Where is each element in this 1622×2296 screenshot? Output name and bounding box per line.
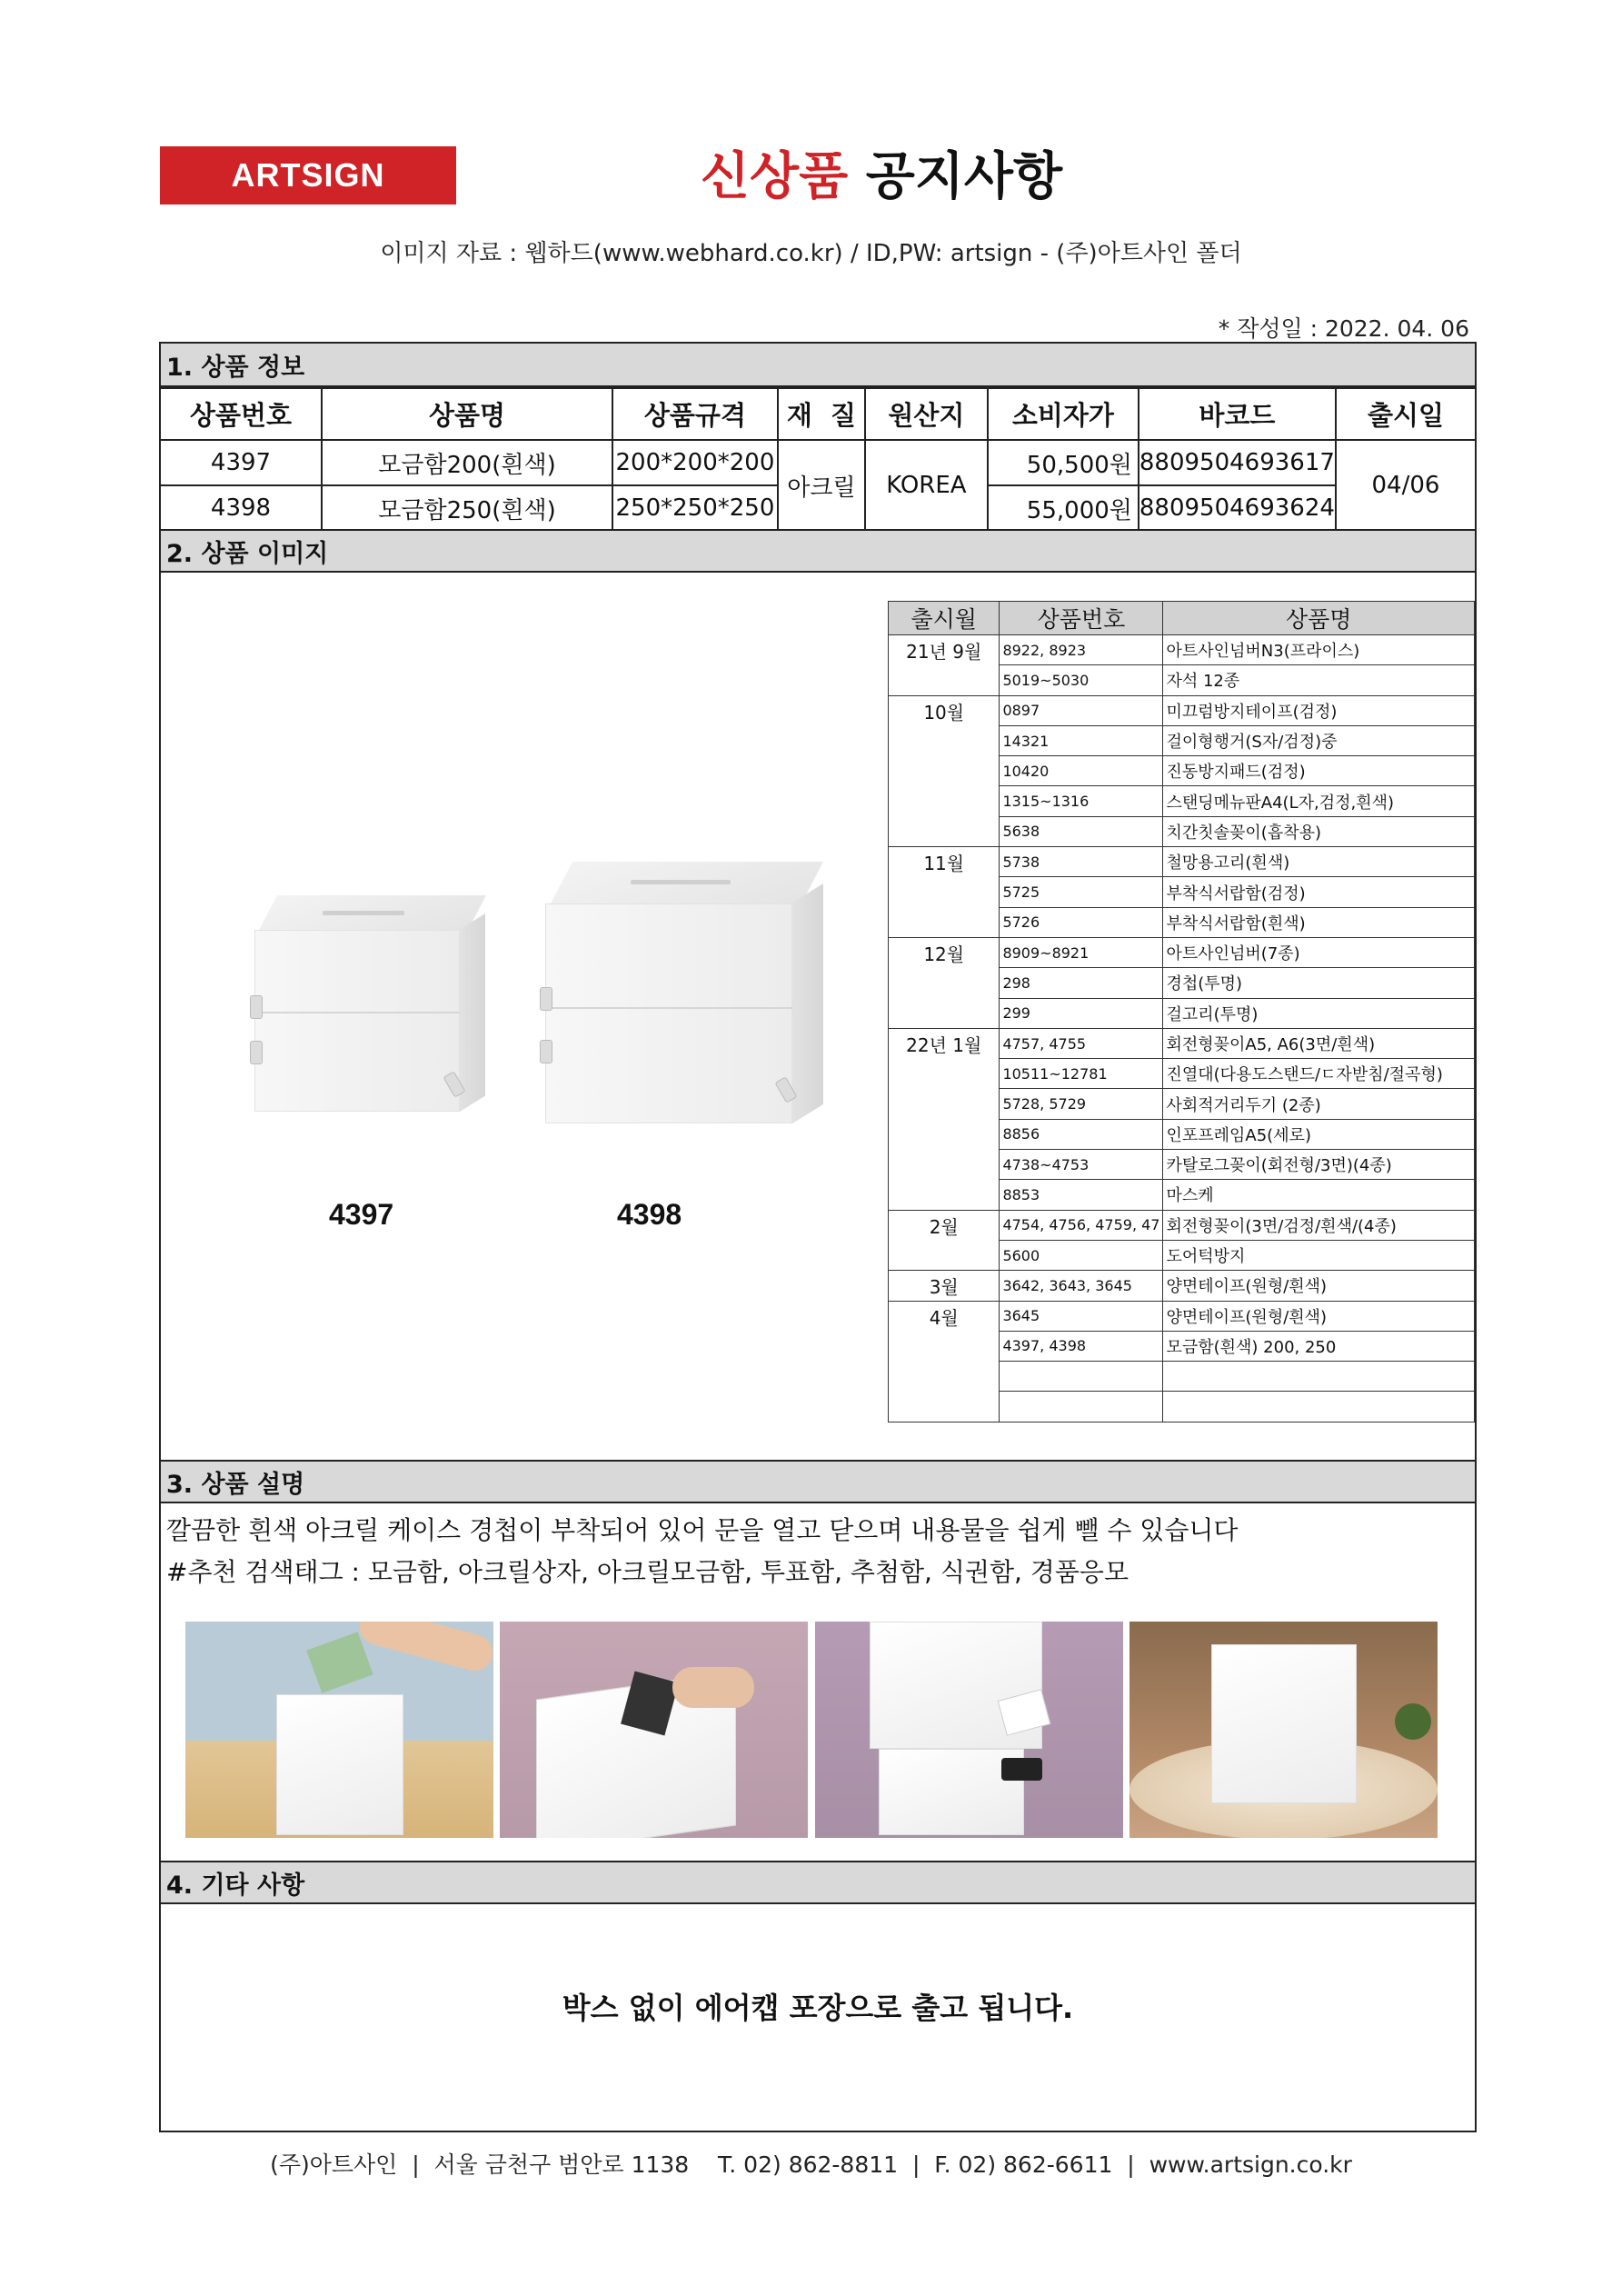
release-product-name: 인포프레임A5(세로) bbox=[1163, 1119, 1475, 1149]
release-row bbox=[889, 695, 1475, 725]
release-month bbox=[889, 756, 1000, 786]
cell-barcode: 8809504693624 bbox=[1139, 485, 1336, 531]
release-product-name: 걸고리(투명) bbox=[1163, 998, 1475, 1028]
release-code: 8853 bbox=[1000, 1180, 1163, 1210]
cell-origin: KOREA bbox=[865, 440, 988, 531]
packaging-note: 박스 없이 에어캡 포장으로 출고 됩니다. bbox=[562, 1991, 1074, 2025]
release-header-month: 출시월 bbox=[889, 602, 1000, 635]
release-code: 4757, 4755 bbox=[1000, 1028, 1163, 1058]
section-other-notes: 4. 기타 사항 bbox=[161, 1861, 1475, 1904]
release-code: 5600 bbox=[1000, 1240, 1163, 1270]
release-header-name: 상품명 bbox=[1163, 602, 1475, 635]
release-product-name: 철망용고리(흰색) bbox=[1163, 847, 1475, 877]
release-code: 5725 bbox=[1000, 877, 1163, 907]
section-product-images: 2. 상품 이미지 bbox=[161, 529, 1475, 573]
release-product-name: 스탠딩메뉴판A4(L자,검정,흰색) bbox=[1163, 786, 1475, 816]
release-month bbox=[889, 665, 1000, 695]
table-row bbox=[161, 440, 1475, 485]
release-product-name: 걸이형행거(S자/검정)중 bbox=[1163, 725, 1475, 755]
release-row bbox=[889, 1089, 1475, 1119]
release-product-name: 부착식서랍함(흰색) bbox=[1163, 907, 1475, 937]
release-row bbox=[889, 1362, 1475, 1392]
artsign-logo: ARTSIGN bbox=[160, 146, 456, 205]
release-header-code: 상품번호 bbox=[1000, 602, 1163, 635]
section-description: 3. 상품 설명 bbox=[161, 1460, 1475, 1503]
usage-photo-3 bbox=[815, 1622, 1123, 1838]
release-row bbox=[889, 1331, 1475, 1361]
release-product-name bbox=[1163, 1392, 1475, 1422]
header-barcode: 바코드 bbox=[1139, 388, 1336, 440]
release-row bbox=[889, 1119, 1475, 1149]
release-month bbox=[889, 1180, 1000, 1210]
release-month bbox=[889, 1089, 1000, 1119]
release-row bbox=[889, 665, 1475, 695]
release-code: 4754, 4756, 4759, 47 bbox=[1000, 1210, 1163, 1240]
release-row bbox=[889, 968, 1475, 998]
release-month bbox=[889, 786, 1000, 816]
release-product-name: 치간칫솔꽂이(흡착용) bbox=[1163, 816, 1475, 846]
release-code: 10511~12781 bbox=[1000, 1059, 1163, 1089]
company-footer: (주)아트사인 | 서울 금천구 범안로 1138 T. 02) 862-8811 | F. 02) 862-6611 | www.artsign.co.kr bbox=[270, 2151, 1352, 2178]
title-new-product: 신상품 bbox=[700, 147, 849, 206]
release-body bbox=[889, 635, 1475, 1423]
cell-code: 4397 bbox=[161, 440, 322, 485]
release-month bbox=[889, 1059, 1000, 1089]
created-date: * 작성일 : 2022. 04. 06 bbox=[1218, 315, 1469, 342]
release-code: 5638 bbox=[1000, 816, 1163, 846]
release-code: 14321 bbox=[1000, 725, 1163, 755]
header-spec: 상품규격 bbox=[612, 388, 778, 440]
cell-spec: 200*200*200 bbox=[612, 440, 778, 485]
label-4397: 4397 bbox=[329, 1198, 394, 1231]
release-row bbox=[889, 786, 1475, 816]
header-material: 재 질 bbox=[778, 388, 865, 440]
release-code: 4397, 4398 bbox=[1000, 1331, 1163, 1361]
release-product-name: 미끄럼방지테이프(검정) bbox=[1163, 695, 1475, 725]
release-product-name: 진열대(다용도스탠드/ㄷ자받침/절곡형) bbox=[1163, 1059, 1475, 1089]
description-line-1: 깔끔한 흰색 아크릴 케이스 경첩이 부착되어 있어 문을 열고 닫으며 내용물을 쉽게 뺄 수 있습니다 bbox=[166, 1515, 1239, 1545]
release-product-name: 아트사인넘버N3(프라이스) bbox=[1163, 635, 1475, 665]
header-code: 상품번호 bbox=[161, 388, 322, 440]
release-product-name: 아트사인넘버(7종) bbox=[1163, 937, 1475, 967]
release-code: 0897 bbox=[1000, 695, 1163, 725]
release-code: 298 bbox=[1000, 968, 1163, 998]
cell-release: 04/06 bbox=[1336, 440, 1475, 531]
product-images-area bbox=[161, 573, 1475, 1445]
header-release: 출시일 bbox=[1336, 388, 1475, 440]
release-product-name: 회전형꽂이(3면/검정/흰색/(4종) bbox=[1163, 1210, 1475, 1240]
release-code: 1315~1316 bbox=[1000, 786, 1163, 816]
header-name: 상품명 bbox=[322, 388, 612, 440]
release-product-name: 양면테이프(원형/흰색) bbox=[1163, 1271, 1475, 1301]
usage-photo-2 bbox=[500, 1622, 808, 1838]
release-month bbox=[889, 725, 1000, 755]
release-code: 8922, 8923 bbox=[1000, 635, 1163, 665]
release-row bbox=[889, 1240, 1475, 1270]
webhard-info: 이미지 자료 : 웹하드(www.webhard.co.kr) / ID,PW: artsign - (주)아트사인 폴더 bbox=[380, 240, 1242, 267]
release-month bbox=[889, 968, 1000, 998]
release-month bbox=[889, 1362, 1000, 1392]
release-month bbox=[889, 1119, 1000, 1149]
release-product-name: 부착식서랍함(검정) bbox=[1163, 877, 1475, 907]
release-product-name: 회전형꽂이A5, A6(3면/흰색) bbox=[1163, 1028, 1475, 1058]
product-image-4397 bbox=[250, 895, 491, 1113]
section-product-info: 1. 상품 정보 bbox=[161, 344, 1475, 387]
cell-name: 모금함250(흰색) bbox=[322, 485, 612, 531]
cell-code: 4398 bbox=[161, 485, 322, 531]
release-code: 5726 bbox=[1000, 907, 1163, 937]
release-row bbox=[889, 635, 1475, 665]
cell-price: 50,500원 bbox=[988, 440, 1139, 485]
product-info-table bbox=[161, 387, 1475, 532]
release-product-name: 자석 12종 bbox=[1163, 665, 1475, 695]
release-row bbox=[889, 998, 1475, 1028]
release-product-name: 사회적거리두기 (2종) bbox=[1163, 1089, 1475, 1119]
cell-price: 55,000원 bbox=[988, 485, 1139, 531]
product-image-4398 bbox=[540, 862, 831, 1125]
release-month bbox=[889, 998, 1000, 1028]
release-code: 299 bbox=[1000, 998, 1163, 1028]
release-month: 22년 1월 bbox=[889, 1028, 1000, 1058]
release-code: 5738 bbox=[1000, 847, 1163, 877]
description-tags: #추천 검색태그 : 모금함, 아크릴상자, 아크릴모금함, 투표함, 추첨함, 식권함, 경품응모 bbox=[166, 1557, 1129, 1587]
release-code: 4738~4753 bbox=[1000, 1150, 1163, 1180]
release-product-name: 양면테이프(원형/흰색) bbox=[1163, 1301, 1475, 1331]
release-row bbox=[889, 1150, 1475, 1180]
release-month bbox=[889, 1392, 1000, 1422]
title-notice: 공지사항 bbox=[865, 147, 1063, 206]
release-month: 3월 bbox=[889, 1271, 1000, 1301]
release-code: 5019~5030 bbox=[1000, 665, 1163, 695]
release-row bbox=[889, 1271, 1475, 1301]
release-code: 10420 bbox=[1000, 756, 1163, 786]
release-code: 3642, 3643, 3645 bbox=[1000, 1271, 1163, 1301]
release-month bbox=[889, 1331, 1000, 1361]
cell-material: 아크릴 bbox=[778, 440, 865, 531]
release-row bbox=[889, 1180, 1475, 1210]
usage-photo-4 bbox=[1129, 1622, 1438, 1838]
release-code bbox=[1000, 1362, 1163, 1392]
release-month: 12월 bbox=[889, 937, 1000, 967]
header-price: 소비자가 bbox=[988, 388, 1139, 440]
release-row bbox=[889, 1210, 1475, 1240]
release-row bbox=[889, 877, 1475, 907]
release-row bbox=[889, 1301, 1475, 1331]
release-code: 5728, 5729 bbox=[1000, 1089, 1163, 1119]
release-product-name: 마스케 bbox=[1163, 1180, 1475, 1210]
release-month bbox=[889, 1240, 1000, 1270]
release-row bbox=[889, 756, 1475, 786]
usage-photo-1 bbox=[185, 1622, 493, 1838]
release-month bbox=[889, 907, 1000, 937]
cell-barcode: 8809504693617 bbox=[1139, 440, 1336, 485]
label-4398: 4398 bbox=[617, 1198, 682, 1231]
notice-frame bbox=[159, 342, 1477, 2132]
release-code: 3645 bbox=[1000, 1301, 1163, 1331]
release-code bbox=[1000, 1392, 1163, 1422]
release-row bbox=[889, 847, 1475, 877]
release-month: 4월 bbox=[889, 1301, 1000, 1331]
cell-name: 모금함200(흰색) bbox=[322, 440, 612, 485]
page-title bbox=[545, 136, 1218, 209]
release-row bbox=[889, 937, 1475, 967]
release-row bbox=[889, 816, 1475, 846]
release-month: 21년 9월 bbox=[889, 635, 1000, 665]
release-product-name: 모금함(흰색) 200, 250 bbox=[1163, 1331, 1475, 1361]
release-month: 11월 bbox=[889, 847, 1000, 877]
release-row bbox=[889, 1059, 1475, 1089]
release-row bbox=[889, 1028, 1475, 1058]
header-origin: 원산지 bbox=[865, 388, 988, 440]
release-code: 8856 bbox=[1000, 1119, 1163, 1149]
release-product-name: 도어턱방지 bbox=[1163, 1240, 1475, 1270]
release-product-name: 진동방지패드(검정) bbox=[1163, 756, 1475, 786]
release-month bbox=[889, 877, 1000, 907]
release-history-table bbox=[888, 601, 1475, 1423]
release-month: 2월 bbox=[889, 1210, 1000, 1240]
release-product-name: 경첩(투명) bbox=[1163, 968, 1475, 998]
release-row bbox=[889, 907, 1475, 937]
release-product-name: 카탈로그꽂이(회전형/3면)(4종) bbox=[1163, 1150, 1475, 1180]
release-month: 10월 bbox=[889, 695, 1000, 725]
release-month bbox=[889, 816, 1000, 846]
release-row bbox=[889, 725, 1475, 755]
release-product-name bbox=[1163, 1362, 1475, 1392]
release-code: 8909~8921 bbox=[1000, 937, 1163, 967]
release-month bbox=[889, 1150, 1000, 1180]
cell-spec: 250*250*250 bbox=[612, 485, 778, 531]
release-row bbox=[889, 1392, 1475, 1422]
